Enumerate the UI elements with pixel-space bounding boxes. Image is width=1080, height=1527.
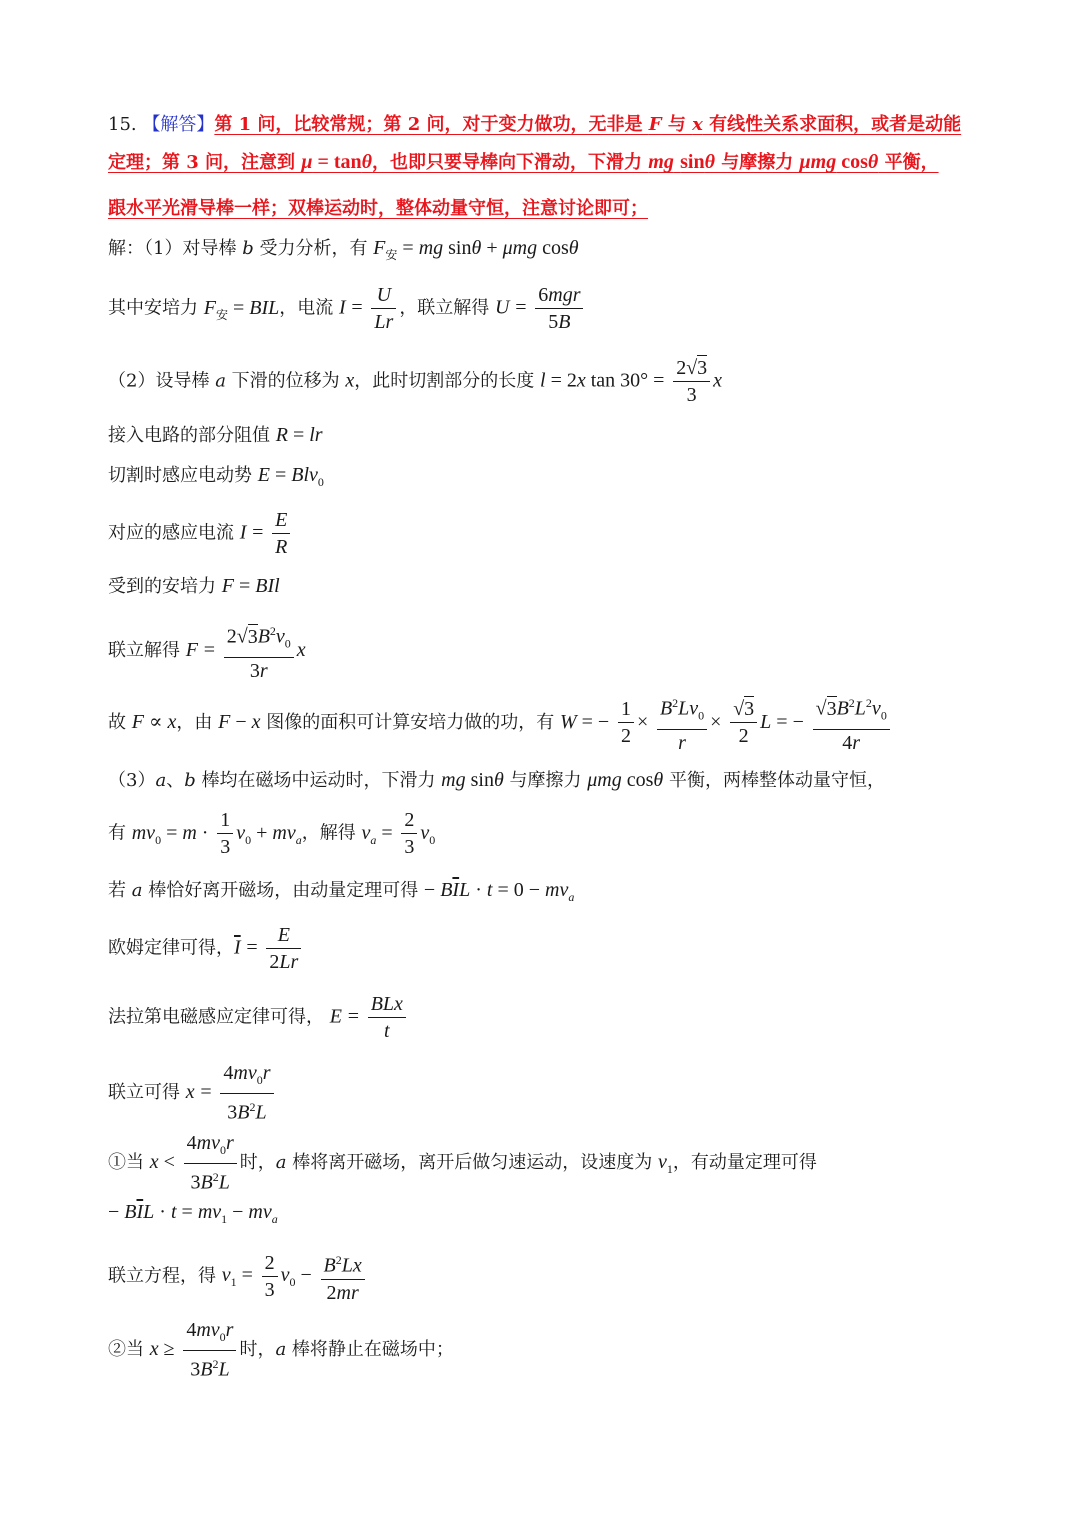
solution-line-13: 欧姆定律可得，$\overline{I}$ = $\frac{E}{2Lr}$ — [108, 922, 988, 975]
fraction-force: $\frac{2√3B^2v_0}{3r}$ — [224, 618, 294, 684]
solution-line-6: 对应的感应电流 I = $\frac{E}{R}$ — [108, 507, 988, 560]
solution-line-12: 若 a 棒恰好离开磁场，由动量定理可得 − $B\overline{I}L \cdot t = 0 - mv_a$ — [108, 879, 575, 904]
fraction-work: $\frac{√3B^2L^2v_0}{4r}$ — [813, 690, 890, 756]
solution-line-5: 切割时感应电动势 E = Blv$_0$ — [108, 464, 324, 489]
solution-line-16: ①当 x < $\frac{4mv_0r}{3B^2L}$ 时，a 棒将离开磁场，离开后做匀速运动，设速度为 $v_1$，有动量定理可得 — [108, 1132, 817, 1194]
fraction-e-over-r: $\frac{E}{R}$ — [272, 507, 290, 560]
solution-line-11: 有 $mv_0 = m$ · $\frac{1}{3}$ $v_0 + mv_a$，解得 $v_a$ = $\frac{2}{3}$ $v_0$ — [108, 809, 436, 858]
fraction-x-critical: $\frac{4mv_0r}{3B^2L}$ — [220, 1060, 273, 1126]
solution-line-8: 联立解得 F = $\frac{2√3B^2v_0}{3r}$ x — [108, 618, 988, 684]
solution-line-15: 联立可得 x = $\frac{4mv_0r}{3B^2L}$ — [108, 1060, 988, 1126]
solution-line-2: 其中安培力 $F_安$ = BIL，电流 I = $\frac{U}{Lr}$ ，联立解得 U = $\frac{\text{6mgr}}{5B}$ — [108, 282, 988, 335]
question-number: 15. — [108, 114, 137, 135]
fraction-u-over-lr: $\frac{U}{Lr}$ — [371, 282, 396, 335]
answer-tag: 【解答】 — [142, 114, 215, 135]
solution-line-7: 受到的安培力 F = BIl — [108, 575, 280, 597]
solution-line-1: 解：（1）对导棒 b 受力分析，有 $F_安$ = mg sinθ + μmg cosθ — [108, 237, 579, 262]
solution-line-4: 接入电路的部分阻值 R = lr — [108, 424, 323, 446]
solution-line-9: 故 F ∝ x，由 F − x 图像的面积可计算安培力做的功，有 W = − $\frac{1}{2}$ × $\frac{B^2Lv_0}{r}$ × $\frac{√3}{2}$ L = − $\frac{√3B^2L^2v_0}{4r}$ — [108, 690, 988, 756]
answer-header-line-2: 定理；第 3 问，注意到 μ = tanθ，也即只要导棒向下滑动，下滑力 mg sinθ 与摩擦力 μmg cosθ 平衡， — [108, 151, 939, 173]
solution-line-10: （3）a、b 棒均在磁场中运动时，下滑力 mg sinθ 与摩擦力 μmg cosθ 平衡，两棒整体动量守恒， — [108, 769, 885, 791]
fraction-6mgr-over-5b: $\frac{\text{6mgr}}{5B}$ — [535, 282, 583, 335]
solution-line-17: − $B\overline{I}L \cdot t = mv_1 - mv_a$ — [108, 1201, 278, 1226]
solution-line-19: ②当 x ≥ $\frac{4mv_0r}{3B^2L}$ 时，a 棒将静止在磁场中； — [108, 1319, 454, 1381]
answer-header-line-3: 跟水平光滑导棒一样；双棒运动时，整体动量守恒，注意讨论即可； — [108, 198, 648, 219]
fraction-2sqrt3-over-3: $\frac{2√3}{3}$ — [673, 355, 710, 408]
solution-line-18: 联立方程，得 $v_1$ = $\frac{2}{3}$ $v_0$ − $\frac{B^2Lx}{2mr}$ — [108, 1247, 988, 1306]
solution-line-3: （2）设导棒 a 下滑的位移为 x，此时切割部分的长度 l = 2x tan 30° = $\frac{2√3}{3}$ x — [108, 357, 723, 406]
solution-line-14: 法拉第电磁感应定律可得， E = $\frac{\text{BLx}}{t}$ — [108, 991, 988, 1044]
answer-header-line-1: 15. 【解答】第 1 问，比较常规；第 2 问，对于变力做功，无非是 F 与 x 有线性关系求面积，或者是动能 — [108, 114, 962, 135]
